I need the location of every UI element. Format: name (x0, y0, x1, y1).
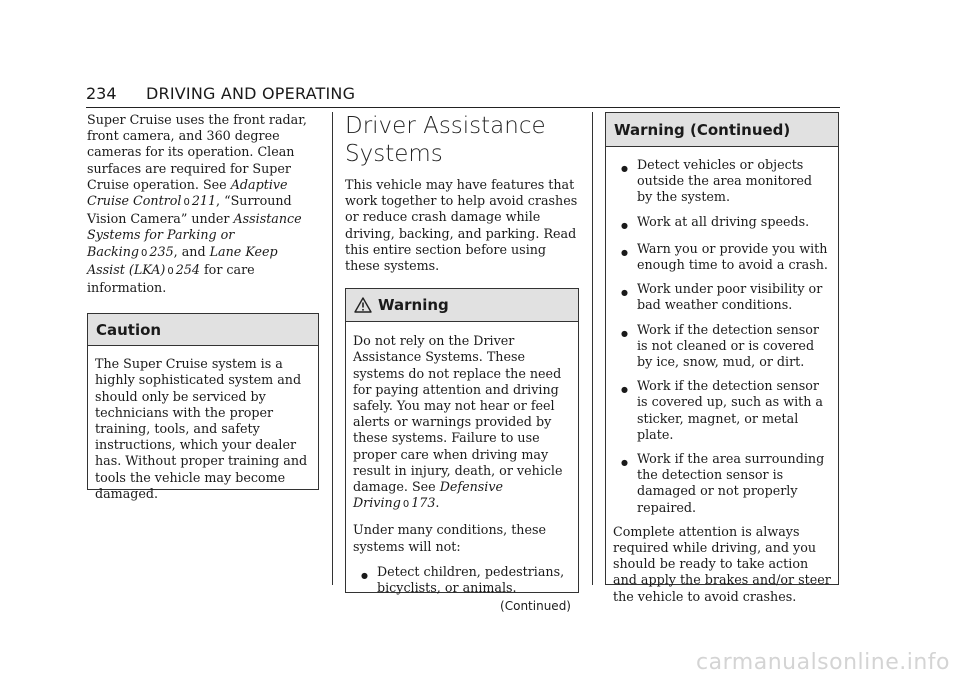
page-ref-arrow-icon: 0 (141, 247, 148, 259)
ref-defensive-driving-link[interactable]: Defensive Driving (353, 479, 504, 511)
bullet-icon: ● (621, 163, 628, 173)
warning-closing-text: Complete attention is always required while driving, and you should be ready to take action and apply the brakes and/or steer the vehicle to avoid crashes. (613, 523, 831, 604)
list-item (613, 241, 831, 273)
page-ref-arrow-icon: 0 (183, 197, 190, 209)
bullet-text: Work if the area surrounding the detection sensor is damaged or not properly repaired. (637, 451, 825, 515)
ref-page-173[interactable]: 173 (411, 495, 436, 511)
ref-page-211[interactable]: 211 (191, 193, 217, 209)
warning-text: Do not rely on the Driver Assistance Systems. These systems do not replace the need for paying attention and driving safely. You may not hear or feel alerts or warnings provided by these systems. Failure to use proper care when driving may result in injury, death, or vehicle damage. See (353, 333, 563, 495)
bullet-text: Work at all driving speeds. (637, 213, 810, 229)
caution-text: The Super Cruise system is a highly sophisticated system and should only be serviced by technicians with the proper training, tools, and safety instructions, which your dealer has. Without proper training and tools the vehicle may become damaged. (95, 356, 308, 501)
bullet-text: Work under poor visibility or bad weather conditions. (637, 281, 823, 313)
intro-text-2: , “Surround Vision Camera” under (87, 193, 292, 227)
column-2 (345, 112, 579, 614)
list-item (613, 214, 831, 233)
list-item (613, 451, 831, 516)
column-1 (87, 112, 319, 501)
ref-page-254[interactable]: 254 (175, 261, 200, 277)
intro-text-4: for care information. (87, 261, 255, 296)
bullet-text: Work if the detection sensor is not cleaned or is covered by ice, snow, mud, or dirt. (637, 321, 819, 370)
warning-continued-heading: Warning (Continued) (606, 113, 838, 147)
bullet-icon: ● (621, 384, 628, 395)
bullet-text: Detect vehicles or objects outside the area monitored by the system. (637, 157, 813, 205)
warning-heading: Warning (378, 296, 449, 315)
list-item (613, 157, 831, 206)
ref-page-235[interactable]: 235 (149, 243, 174, 259)
intro-paragraph (87, 112, 319, 296)
ref-parking-assist-link[interactable]: Assistance Systems for Parking or Backing (87, 211, 302, 259)
watermark: carmanualsonline.info (696, 650, 950, 675)
warning-box (345, 288, 579, 614)
bullet-text: Work if the detection sensor is covered up, such as with a sticker, magnet, or metal plate. (637, 378, 823, 442)
section-heading: Driver Assistance Systems (345, 113, 546, 167)
list-item (613, 281, 831, 313)
intro-text-3: , and (173, 243, 206, 259)
page-number: 234 (86, 84, 117, 103)
warning-triangle-icon (354, 297, 372, 313)
caution-box (87, 313, 319, 501)
column-3 (605, 112, 839, 604)
column-divider-1 (332, 112, 333, 585)
bullet-icon: ● (621, 327, 628, 338)
bullet-text: Detect children, pedestrians, bicyclists, or animals. (377, 563, 565, 596)
section-title: DRIVING AND OPERATING (146, 84, 356, 103)
bullet-icon: ● (621, 457, 628, 468)
warning-paragraph-1 (353, 333, 571, 513)
list-item (613, 322, 831, 371)
warning-continued-box (605, 112, 839, 604)
bullet-icon: ● (621, 219, 628, 230)
warning-paragraph-2: Under many conditions, these systems will not: (353, 522, 546, 554)
continued-label: (Continued) (500, 599, 571, 614)
bullet-icon: ● (361, 569, 368, 580)
ref-adaptive-cruise-link[interactable]: Adaptive Cruise Control (87, 176, 288, 209)
column-divider-2 (592, 112, 593, 585)
bullet-icon: ● (621, 246, 628, 257)
list-item (613, 378, 831, 443)
section-intro: This vehicle may have features that work together to help avoid crashes or reduce crash damage while driving, backing, and parking. Read this entire section before using these systems. (345, 177, 578, 274)
caution-heading: Caution (88, 314, 318, 346)
page-ref-arrow-icon: 0 (167, 265, 174, 277)
page-header (86, 82, 840, 108)
page-ref-arrow-icon: 0 (402, 499, 410, 511)
bullet-text: Warn you or provide you with enough time to avoid a crash. (637, 240, 828, 273)
bullet-icon: ● (621, 287, 628, 298)
intro-text: Super Cruise uses the front radar, front camera, and 360 degree cameras for its operation. Clean surfaces are required for Super Cruise operation. See (87, 112, 307, 192)
warning-header (346, 289, 578, 322)
period: . (435, 495, 440, 511)
list-item (353, 564, 571, 596)
ref-lane-keep-link[interactable]: Lane Keep Assist (LKA) (87, 243, 278, 277)
